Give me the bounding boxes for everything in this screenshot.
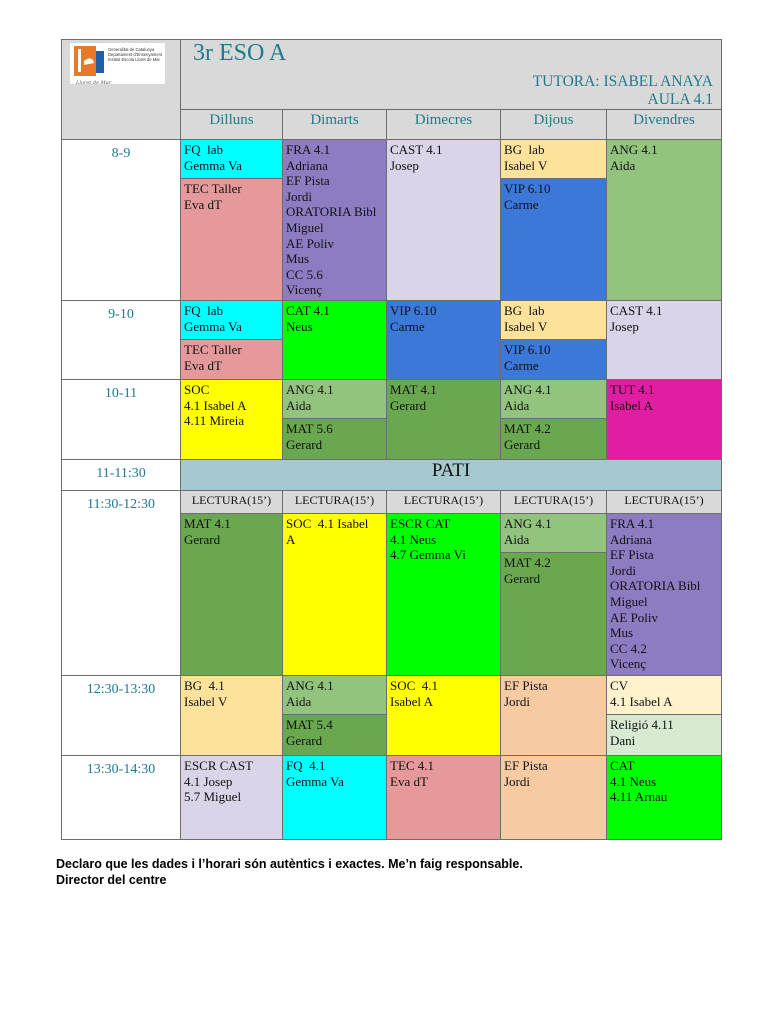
class-cell: MAT 4.1 Gerard bbox=[180, 513, 283, 676]
time-slot: 13:30-14:30 bbox=[61, 755, 181, 840]
class-cell: TEC Taller Eva dT bbox=[180, 339, 283, 380]
logo-text-2: Departament d'Ensenyament bbox=[108, 52, 163, 57]
time-slot: 9-10 bbox=[61, 300, 181, 380]
reading-label: LECTURA(15’) bbox=[180, 490, 283, 514]
logo-text-1: Generalitat de Catalunya bbox=[108, 47, 155, 52]
class-cell: ANG 4.1 Aida bbox=[282, 675, 387, 715]
time-slot: 11:30-12:30 bbox=[61, 490, 181, 676]
class-cell: FQ 4.1 Gemma Va bbox=[282, 755, 387, 840]
class-cell: BG 4.1 Isabel V bbox=[180, 675, 283, 756]
reading-label: LECTURA(15’) bbox=[282, 490, 387, 514]
reading-label: LECTURA(15’) bbox=[386, 490, 501, 514]
classroom-label: AULA 4.1 bbox=[647, 91, 713, 108]
class-cell: SOC 4.1 Isabel A bbox=[386, 675, 501, 756]
director-label: Director del centre bbox=[56, 873, 167, 887]
class-cell: CAST 4.1 Josep bbox=[606, 300, 722, 380]
class-cell: TEC 4.1 Eva dT bbox=[386, 755, 501, 840]
reading-label: LECTURA(15’) bbox=[606, 490, 722, 514]
class-cell: MAT 4.1 Gerard bbox=[386, 379, 501, 460]
class-cell: SOC 4.1 Isabel A bbox=[282, 513, 387, 676]
class-cell: EF Pista Jordi bbox=[500, 675, 607, 756]
class-cell: MAT 4.2 Gerard bbox=[500, 552, 607, 676]
class-cell: EF Pista Jordi bbox=[500, 755, 607, 840]
class-cell: MAT 5.4 Gerard bbox=[282, 714, 387, 756]
class-cell: ANG 4.1 Aida bbox=[500, 379, 607, 419]
class-cell: ANG 4.1 Aida bbox=[500, 513, 607, 553]
schedule-table bbox=[61, 39, 722, 840]
class-cell: ANG 4.1 Aida bbox=[282, 379, 387, 419]
break-banner: PATI bbox=[180, 459, 722, 491]
class-cell: TEC Taller Eva dT bbox=[180, 178, 283, 301]
time-slot: 8-9 bbox=[61, 139, 181, 301]
time-slot: 12:30-13:30 bbox=[61, 675, 181, 756]
day-header-dimarts: Dimarts bbox=[282, 109, 387, 140]
class-cell: VIP 6.10 Carme bbox=[500, 178, 607, 301]
class-cell: MAT 4.2 Gerard bbox=[500, 418, 607, 460]
logo-cell bbox=[61, 39, 181, 140]
day-header-dijous: Dijous bbox=[500, 109, 607, 140]
time-slot: 10-11 bbox=[61, 379, 181, 460]
reading-label: LECTURA(15’) bbox=[500, 490, 607, 514]
logo-tagline: Lloret de Mar bbox=[76, 80, 112, 86]
title-area bbox=[180, 39, 722, 110]
class-cell: MAT 5.6 Gerard bbox=[282, 418, 387, 460]
class-cell: ESCR CAT 4.1 Neus 4.7 Gemma Vi bbox=[386, 513, 501, 676]
class-cell: CV 4.1 Isabel A bbox=[606, 675, 722, 715]
class-cell: FQ lab Gemma Va bbox=[180, 300, 283, 340]
class-cell: TUT 4.1 Isabel A bbox=[606, 379, 722, 460]
page-title: 3r ESO A bbox=[193, 40, 287, 66]
school-logo bbox=[70, 43, 165, 84]
day-header-dimecres: Dimecres bbox=[386, 109, 501, 140]
class-cell: CAST 4.1 Josep bbox=[386, 139, 501, 301]
class-cell: ESCR CAST 4.1 Josep 5.7 Miguel bbox=[180, 755, 283, 840]
class-cell: BG lab Isabel V bbox=[500, 139, 607, 179]
class-cell: CAT 4.1 Neus 4.11 Arnau bbox=[606, 755, 722, 840]
logo-text-3: Institut Escola Lloret de Mar bbox=[108, 57, 160, 62]
day-header-divendres: Divendres bbox=[606, 109, 722, 140]
class-cell: CAT 4.1 Neus bbox=[282, 300, 387, 380]
time-slot: 11-11:30 bbox=[61, 459, 181, 491]
class-cell: VIP 6.10 Carme bbox=[500, 339, 607, 380]
class-cell: VIP 6.10 Carme bbox=[386, 300, 501, 380]
class-cell: Religió 4.11 Dani bbox=[606, 714, 722, 756]
day-header-dilluns: Dilluns bbox=[180, 109, 283, 140]
class-cell: FRA 4.1 Adriana EF Pista Jordi ORATORIA Bibl Miguel AE Poliv Mus CC 5.6 Vicenç bbox=[282, 139, 387, 301]
class-cell: ANG 4.1 Aida bbox=[606, 139, 722, 301]
class-cell: SOC 4.1 Isabel A 4.11 Mireia bbox=[180, 379, 283, 460]
class-cell: FRA 4.1 Adriana EF Pista Jordi ORATORIA Bibl Miguel AE Poliv Mus CC 4.2 Vicenç bbox=[606, 513, 722, 676]
class-cell: BG lab Isabel V bbox=[500, 300, 607, 340]
declaration-text: Declaro que les dades i l’horari són autèntics i exactes. Me’n faig responsable. bbox=[56, 857, 523, 871]
class-cell: FQ lab Gemma Va bbox=[180, 139, 283, 179]
tutor-label: TUTORA: ISABEL ANAYA bbox=[532, 73, 713, 90]
